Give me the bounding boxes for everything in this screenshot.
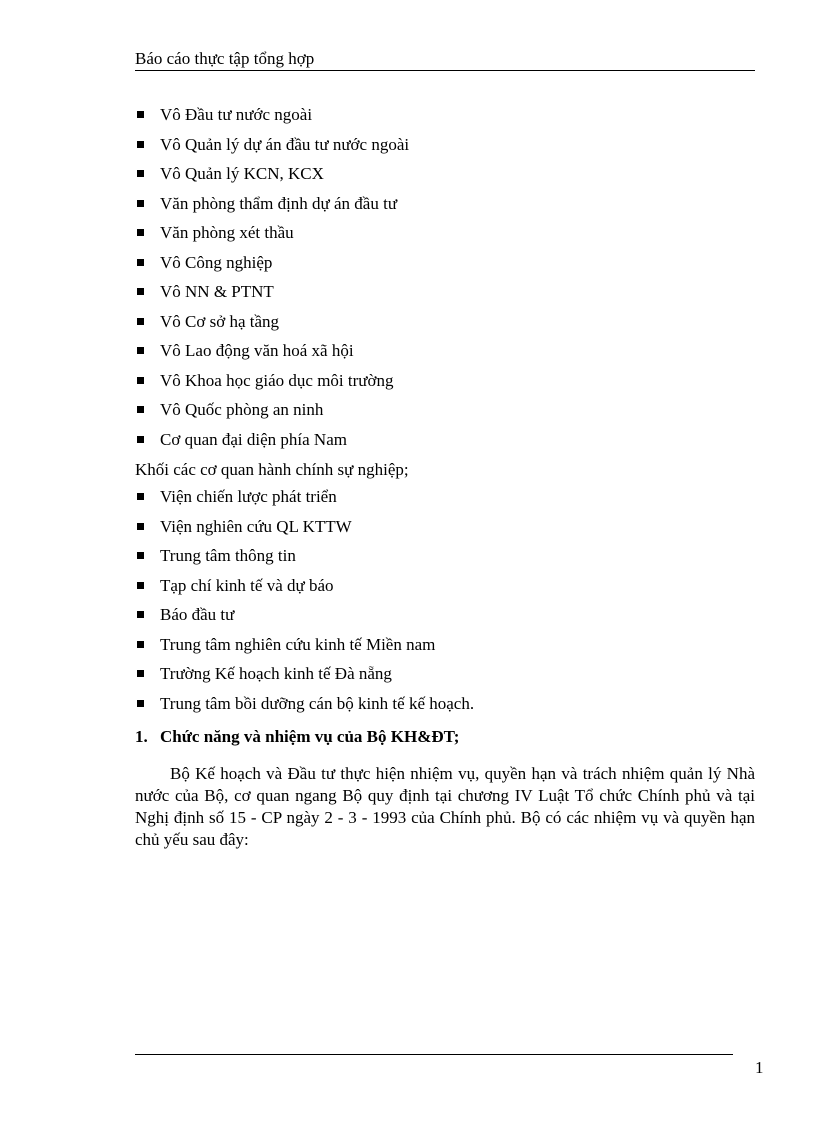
square-bullet-icon bbox=[137, 552, 144, 559]
list-item: Viện nghiên cứu QL KTTW bbox=[135, 512, 765, 542]
department-list bbox=[135, 100, 765, 454]
square-bullet-icon bbox=[137, 377, 144, 384]
list-item: Vô NN & PTNT bbox=[135, 277, 765, 307]
list-item: Vô Quản lý dự án đầu tư nước ngoài bbox=[135, 130, 765, 160]
square-bullet-icon bbox=[137, 170, 144, 177]
agencies-group-label: Khối các cơ quan hành chính sự nghiệp; bbox=[135, 460, 409, 479]
square-bullet-icon bbox=[137, 406, 144, 413]
footer-divider bbox=[135, 1054, 733, 1055]
list-item: Báo đầu tư bbox=[135, 600, 765, 630]
list-item: Văn phòng thẩm định dự án đầu tư bbox=[135, 189, 765, 219]
section-heading bbox=[135, 723, 459, 751]
square-bullet-icon bbox=[137, 493, 144, 500]
square-bullet-icon bbox=[137, 141, 144, 148]
list-item: Vô Đầu tư nước ngoài bbox=[135, 100, 765, 130]
square-bullet-icon bbox=[137, 288, 144, 295]
body-paragraph: Bộ Kế hoạch và Đầu tư thực hiện nhiệm vụ, quyền hạn và trách nhiệm quản lý Nhà nước của Bộ, cơ quan ngang Bộ quy định tại chương IV Luật Tổ chức Chính phủ và tại Nghị định số 15 - CP ngày 2 - 3 - 1993 của Chính phủ. Bộ có các nhiệm vụ và quyền hạn chủ yếu sau đây: bbox=[135, 764, 755, 849]
section-number: 1. bbox=[135, 727, 148, 746]
square-bullet-icon bbox=[137, 641, 144, 648]
list-item: Vô Lao động văn hoá xã hội bbox=[135, 336, 765, 366]
list-item: Vô Quốc phòng an ninh bbox=[135, 395, 765, 425]
section-title: Chức năng và nhiệm vụ của Bộ KH&ĐT; bbox=[160, 727, 460, 746]
square-bullet-icon bbox=[137, 318, 144, 325]
square-bullet-icon bbox=[137, 259, 144, 266]
list-item: Viện chiến lược phát triển bbox=[135, 482, 765, 512]
list-item: Vô Khoa học giáo dục môi trường bbox=[135, 366, 765, 396]
page-header bbox=[135, 48, 755, 71]
list-item: Vô Công nghiệp bbox=[135, 248, 765, 278]
square-bullet-icon bbox=[137, 611, 144, 618]
square-bullet-icon bbox=[137, 347, 144, 354]
list-item: Trung tâm nghiên cứu kinh tế Miền nam bbox=[135, 630, 765, 660]
list-item: Trung tâm thông tin bbox=[135, 541, 765, 571]
list-item: Văn phòng xét thầu bbox=[135, 218, 765, 248]
square-bullet-icon bbox=[137, 229, 144, 236]
square-bullet-icon bbox=[137, 523, 144, 530]
list-item: Vô Cơ sở hạ tầng bbox=[135, 307, 765, 337]
agency-list bbox=[135, 482, 765, 718]
page-number: 1 bbox=[755, 1058, 764, 1077]
list-item: Vô Quản lý KCN, KCX bbox=[135, 159, 765, 189]
square-bullet-icon bbox=[137, 200, 144, 207]
square-bullet-icon bbox=[137, 436, 144, 443]
list-item: Cơ quan đại diện phía Nam bbox=[135, 425, 765, 455]
list-item: Tạp chí kinh tế và dự báo bbox=[135, 571, 765, 601]
list-item: Trường Kế hoạch kinh tế Đà nẵng bbox=[135, 659, 765, 689]
square-bullet-icon bbox=[137, 582, 144, 589]
square-bullet-icon bbox=[137, 700, 144, 707]
list-item: Trung tâm bồi dưỡng cán bộ kinh tế kế hoạch. bbox=[135, 689, 765, 719]
square-bullet-icon bbox=[137, 670, 144, 677]
header-title: Báo cáo thực tập tổng hợp bbox=[135, 49, 315, 68]
square-bullet-icon bbox=[137, 111, 144, 118]
